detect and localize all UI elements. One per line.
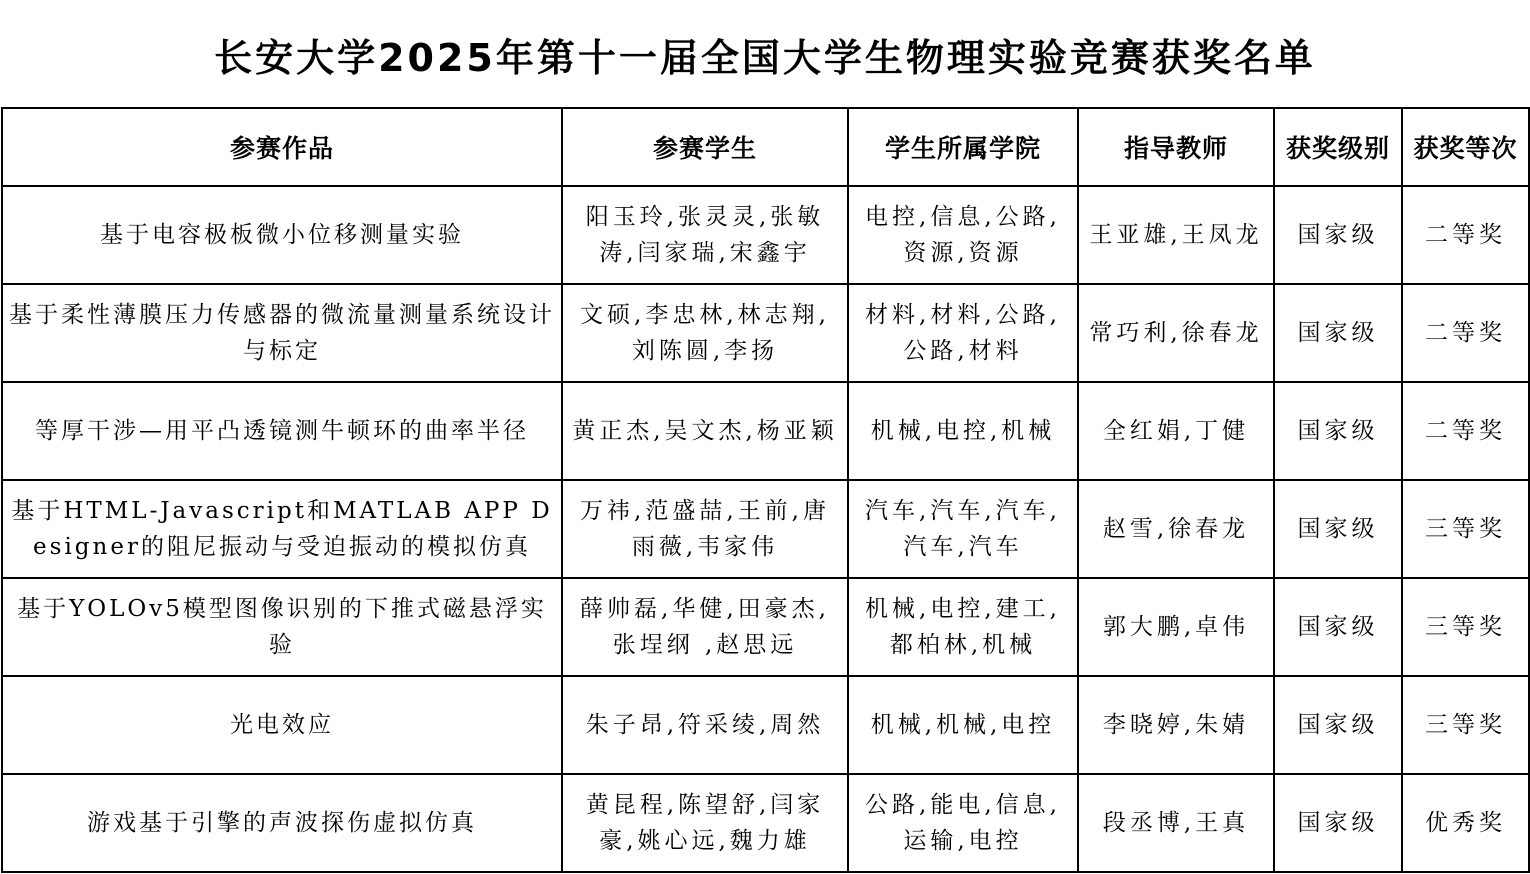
cell-teacher: 全红娟,丁健 xyxy=(1078,382,1274,480)
cell-students: 万祎,范盛喆,王前,唐雨薇,韦家伟 xyxy=(562,480,848,578)
cell-level: 国家级 xyxy=(1274,382,1402,480)
table-row xyxy=(2,774,1529,872)
cell-students: 朱子昂,符采绫,周然 xyxy=(562,676,848,774)
cell-work: 基于YOLOv5模型图像识别的下推式磁悬浮实验 xyxy=(2,578,562,676)
cell-rank: 三等奖 xyxy=(1402,676,1529,774)
cell-rank: 二等奖 xyxy=(1402,186,1529,284)
cell-students: 黄正杰,吴文杰,杨亚颖 xyxy=(562,382,848,480)
table-row xyxy=(2,578,1529,676)
cell-college: 公路,能电,信息,运输,电控 xyxy=(848,774,1078,872)
cell-students: 阳玉玲,张灵灵,张敏涛,闫家瑞,宋鑫宇 xyxy=(562,186,848,284)
table-header-row xyxy=(2,108,1529,186)
cell-level: 国家级 xyxy=(1274,774,1402,872)
cell-college: 材料,材料,公路,公路,材料 xyxy=(848,284,1078,382)
cell-teacher: 段丞博,王真 xyxy=(1078,774,1274,872)
cell-rank: 三等奖 xyxy=(1402,480,1529,578)
cell-students: 薛帅磊,华健,田豪杰,张埕纲 ,赵思远 xyxy=(562,578,848,676)
table-row xyxy=(2,480,1529,578)
cell-teacher: 常巧利,徐春龙 xyxy=(1078,284,1274,382)
cell-college: 机械,电控,机械 xyxy=(848,382,1078,480)
header-teacher: 指导教师 xyxy=(1078,108,1274,186)
cell-rank: 二等奖 xyxy=(1402,382,1529,480)
cell-rank: 三等奖 xyxy=(1402,578,1529,676)
cell-rank: 优秀奖 xyxy=(1402,774,1529,872)
cell-level: 国家级 xyxy=(1274,676,1402,774)
cell-work: 等厚干涉—用平凸透镜测牛顿环的曲率半径 xyxy=(2,382,562,480)
cell-college: 汽车,汽车,汽车,汽车,汽车 xyxy=(848,480,1078,578)
cell-work: 基于电容极板微小位移测量实验 xyxy=(2,186,562,284)
cell-work: 基于柔性薄膜压力传感器的微流量测量系统设计与标定 xyxy=(2,284,562,382)
cell-level: 国家级 xyxy=(1274,480,1402,578)
cell-students: 文硕,李忠林,林志翔,刘陈圆,李扬 xyxy=(562,284,848,382)
header-college: 学生所属学院 xyxy=(848,108,1078,186)
cell-college: 电控,信息,公路,资源,资源 xyxy=(848,186,1078,284)
cell-teacher: 郭大鹏,卓伟 xyxy=(1078,578,1274,676)
award-table xyxy=(1,107,1530,873)
table-row xyxy=(2,186,1529,284)
header-work: 参赛作品 xyxy=(2,108,562,186)
cell-level: 国家级 xyxy=(1274,578,1402,676)
header-level: 获奖级别 xyxy=(1274,108,1402,186)
cell-college: 机械,电控,建工,都柏林,机械 xyxy=(848,578,1078,676)
cell-teacher: 李晓婷,朱婧 xyxy=(1078,676,1274,774)
cell-level: 国家级 xyxy=(1274,186,1402,284)
cell-rank: 二等奖 xyxy=(1402,284,1529,382)
header-rank: 获奖等次 xyxy=(1402,108,1529,186)
cell-level: 国家级 xyxy=(1274,284,1402,382)
cell-teacher: 赵雪,徐春龙 xyxy=(1078,480,1274,578)
cell-teacher: 王亚雄,王凤龙 xyxy=(1078,186,1274,284)
cell-work: 游戏基于引擎的声波探伤虚拟仿真 xyxy=(2,774,562,872)
table-row xyxy=(2,284,1529,382)
cell-work: 基于HTML-Javascript和MATLAB APP Designer的阻尼振动与受迫振动的模拟仿真 xyxy=(2,480,562,578)
cell-work: 光电效应 xyxy=(2,676,562,774)
cell-college: 机械,机械,电控 xyxy=(848,676,1078,774)
table-row xyxy=(2,382,1529,480)
header-students: 参赛学生 xyxy=(562,108,848,186)
cell-students: 黄昆程,陈望舒,闫家豪,姚心远,魏力雄 xyxy=(562,774,848,872)
page-title: 长安大学2025年第十一届全国大学生物理实验竞赛获奖名单 xyxy=(214,35,1316,80)
table-row xyxy=(2,676,1529,774)
